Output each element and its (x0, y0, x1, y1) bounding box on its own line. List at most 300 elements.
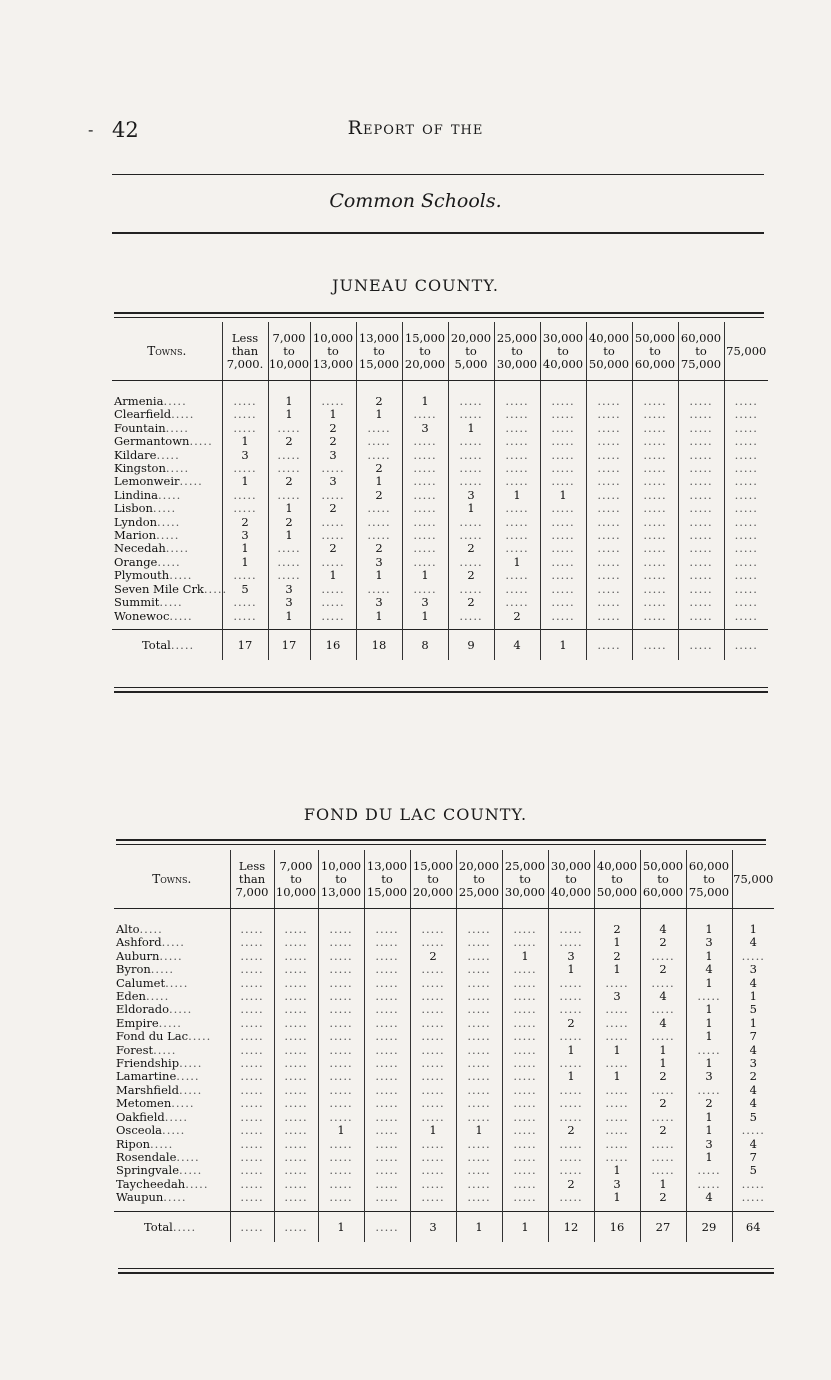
town-row-waupun (114, 1191, 774, 1204)
count-cell: 1 (594, 936, 640, 949)
juneau-county-table (112, 322, 768, 660)
count-cell: ..... (502, 1111, 548, 1124)
count-cell: ..... (494, 408, 540, 421)
range-column-header: 40,000 to 50,000 (586, 322, 632, 381)
town-name (114, 1084, 230, 1097)
count-cell: ..... (540, 556, 586, 569)
count-cell: ..... (640, 1164, 686, 1177)
range-column-header: 10,000 to 13,000 (310, 322, 356, 381)
town-row-fountain (112, 422, 768, 435)
count-cell: 1 (686, 977, 732, 990)
count-cell: ..... (364, 923, 410, 936)
count-cell: ..... (356, 516, 402, 529)
count-cell: ..... (364, 1003, 410, 1016)
count-cell: 1 (356, 408, 402, 421)
count-cell: ..... (268, 569, 310, 582)
count-cell: ..... (724, 583, 768, 596)
count-cell: ..... (548, 1151, 594, 1164)
count-cell: ..... (494, 395, 540, 408)
town-row-metomen (114, 1097, 774, 1110)
count-cell: ..... (230, 1017, 274, 1030)
count-cell: ..... (274, 1164, 318, 1177)
count-cell: ..... (230, 990, 274, 1003)
leader-dots: ..... (171, 407, 195, 422)
count-cell: ..... (402, 462, 448, 475)
leader-dots: ..... (163, 1190, 187, 1205)
count-cell: ..... (318, 1003, 364, 1016)
count-cell: ..... (632, 583, 678, 596)
leader-dots: ..... (162, 1123, 186, 1138)
count-cell: ..... (456, 1164, 502, 1177)
count-cell: ..... (356, 435, 402, 448)
count-cell: ..... (586, 408, 632, 421)
count-cell: ..... (364, 1178, 410, 1191)
count-cell: ..... (274, 1097, 318, 1110)
count-cell: ..... (502, 963, 548, 976)
total-cell: 3 (410, 1211, 456, 1242)
count-cell: 1 (402, 395, 448, 408)
count-cell: ..... (502, 1178, 548, 1191)
range-column-header: Less than 7,000. (222, 322, 268, 381)
count-cell: ..... (640, 1084, 686, 1097)
spacer-cell (410, 909, 456, 924)
total-cell: ..... (678, 629, 724, 660)
count-cell: ..... (632, 569, 678, 582)
town-label: Oakfield (116, 1109, 165, 1124)
count-cell: ..... (586, 556, 632, 569)
count-cell: ..... (318, 1070, 364, 1083)
count-cell: ..... (632, 556, 678, 569)
count-cell: ..... (410, 1017, 456, 1030)
count-cell: ..... (586, 395, 632, 408)
count-cell: ..... (640, 950, 686, 963)
count-cell: ..... (230, 950, 274, 963)
count-cell: ..... (594, 1017, 640, 1030)
count-cell: ..... (632, 462, 678, 475)
spacer-cell (356, 381, 402, 396)
count-cell: ..... (632, 516, 678, 529)
town-label: Clearfield (114, 407, 172, 422)
count-cell: 4 (686, 1191, 732, 1204)
count-cell: 1 (222, 475, 268, 488)
town-row-kildare (112, 449, 768, 462)
header-rule (112, 174, 764, 175)
count-cell: 3 (448, 489, 494, 502)
count-cell: ..... (640, 1138, 686, 1151)
count-cell: 1 (686, 1057, 732, 1070)
town-row-alto (114, 923, 774, 936)
count-cell: ..... (686, 1084, 732, 1097)
count-cell: 1 (402, 610, 448, 623)
count-cell: 1 (732, 990, 774, 1003)
count-cell: ..... (410, 1138, 456, 1151)
count-cell: ..... (222, 569, 268, 582)
count-cell: ..... (230, 1084, 274, 1097)
town-name (112, 462, 222, 475)
town-row-plymouth (112, 569, 768, 582)
count-cell: 1 (594, 1164, 640, 1177)
fdl-bottom-rule (118, 1272, 774, 1274)
range-column-header: 30,000 to 40,000 (540, 322, 586, 381)
count-cell: ..... (640, 977, 686, 990)
count-cell: ..... (268, 542, 310, 555)
count-cell: ..... (230, 1030, 274, 1043)
count-cell: ..... (456, 1191, 502, 1204)
town-name (114, 950, 230, 963)
count-cell: ..... (640, 1030, 686, 1043)
count-cell: ..... (448, 583, 494, 596)
count-cell: 1 (594, 1044, 640, 1057)
count-cell: 4 (732, 1138, 774, 1151)
count-cell: ..... (502, 1138, 548, 1151)
count-cell: ..... (724, 569, 768, 582)
count-cell: 3 (310, 449, 356, 462)
count-cell: ..... (724, 596, 768, 609)
count-cell: ..... (594, 1003, 640, 1016)
town-label: Auburn (116, 948, 160, 963)
count-cell: ..... (364, 1017, 410, 1030)
spacer-cell (114, 909, 230, 924)
town-name (114, 1178, 230, 1191)
count-cell: 2 (640, 1124, 686, 1137)
count-cell: ..... (310, 489, 356, 502)
spacer-row (112, 381, 768, 396)
town-label: Seven Mile Crk (114, 581, 204, 596)
count-cell: ..... (724, 449, 768, 462)
spacer-cell (686, 909, 732, 924)
leader-dots: ..... (169, 568, 193, 583)
spacer-cell (456, 909, 502, 924)
town-row-lamartine (114, 1070, 774, 1083)
count-cell: 1 (222, 542, 268, 555)
town-label: Germantown (114, 434, 190, 449)
count-cell: ..... (540, 502, 586, 515)
count-cell: ..... (632, 529, 678, 542)
count-cell: ..... (364, 1151, 410, 1164)
count-cell: ..... (456, 990, 502, 1003)
count-cell: ..... (548, 1111, 594, 1124)
count-cell: ..... (318, 1084, 364, 1097)
count-cell: ..... (318, 923, 364, 936)
count-cell: ..... (448, 516, 494, 529)
town-label: Waupun (116, 1190, 164, 1205)
town-name (114, 1138, 230, 1151)
count-cell: ..... (410, 1084, 456, 1097)
count-cell: ..... (732, 950, 774, 963)
fdl-bottom-rule-thin (118, 1268, 774, 1269)
town-row-marshfield (114, 1084, 774, 1097)
count-cell: ..... (456, 977, 502, 990)
count-cell: 1 (502, 950, 548, 963)
count-cell: ..... (230, 977, 274, 990)
count-cell: ..... (402, 529, 448, 542)
town-row-necedah (112, 542, 768, 555)
count-cell: ..... (448, 475, 494, 488)
total-cell: 16 (310, 629, 356, 660)
count-cell: ..... (310, 596, 356, 609)
count-cell: 2 (356, 489, 402, 502)
count-cell: 1 (268, 529, 310, 542)
town-name (112, 569, 222, 582)
town-row-friendship (114, 1057, 774, 1070)
town-label: Friendship (116, 1056, 180, 1071)
leader-dots: ..... (159, 948, 183, 963)
count-cell: ..... (540, 596, 586, 609)
town-name (112, 502, 222, 515)
count-cell: ..... (402, 542, 448, 555)
total-cell: 17 (222, 629, 268, 660)
total-cell: 1 (318, 1211, 364, 1242)
count-cell: 5 (732, 1111, 774, 1124)
town-name (114, 1151, 230, 1164)
count-cell: ..... (230, 1164, 274, 1177)
count-cell: 1 (222, 435, 268, 448)
count-cell: ..... (594, 1030, 640, 1043)
count-cell: ..... (678, 542, 724, 555)
count-cell: ..... (402, 516, 448, 529)
town-row-marion (112, 529, 768, 542)
town-label: Springvale (116, 1163, 180, 1178)
count-cell: ..... (402, 435, 448, 448)
spacer-cell (402, 381, 448, 396)
count-cell: ..... (364, 950, 410, 963)
count-cell: ..... (318, 1178, 364, 1191)
count-cell: ..... (502, 1044, 548, 1057)
spacer-cell (548, 909, 594, 924)
count-cell: 4 (732, 1044, 774, 1057)
town-name (114, 1017, 230, 1030)
town-row-fond-du-lac (114, 1030, 774, 1043)
total-cell: ..... (274, 1211, 318, 1242)
range-column-header: 40,000 to 50,000 (594, 850, 640, 909)
count-cell: ..... (310, 556, 356, 569)
town-label: Plymouth (114, 568, 170, 583)
count-cell: ..... (678, 435, 724, 448)
count-cell: 3 (686, 1138, 732, 1151)
count-cell: 1 (594, 1191, 640, 1204)
count-cell: ..... (230, 963, 274, 976)
count-cell: 3 (402, 596, 448, 609)
count-cell: ..... (502, 990, 548, 1003)
town-label: Eden (116, 989, 146, 1004)
count-cell: 2 (268, 435, 310, 448)
count-cell: ..... (540, 516, 586, 529)
count-cell: ..... (402, 408, 448, 421)
total-cell: 17 (268, 629, 310, 660)
count-cell: ..... (632, 489, 678, 502)
count-cell: ..... (494, 569, 540, 582)
count-cell: 3 (732, 963, 774, 976)
range-column-header: 7,000 to 10,000 (268, 322, 310, 381)
town-row-wonewoc (112, 610, 768, 623)
count-cell: ..... (356, 529, 402, 542)
page-number: 42 (112, 118, 139, 142)
count-cell: ..... (586, 489, 632, 502)
town-label: Byron (116, 962, 151, 977)
count-cell: ..... (494, 462, 540, 475)
count-cell: 1 (494, 556, 540, 569)
count-cell: 2 (640, 936, 686, 949)
count-cell: ..... (632, 422, 678, 435)
count-cell: ..... (318, 1057, 364, 1070)
count-cell: ..... (724, 475, 768, 488)
town-name (114, 1070, 230, 1083)
count-cell: ..... (594, 1057, 640, 1070)
count-cell: ..... (222, 395, 268, 408)
count-cell: ..... (632, 408, 678, 421)
count-cell: ..... (456, 1044, 502, 1057)
count-cell: ..... (356, 583, 402, 596)
count-cell: 3 (732, 1057, 774, 1070)
count-cell: 1 (356, 610, 402, 623)
count-cell: 1 (594, 963, 640, 976)
count-cell: ..... (586, 542, 632, 555)
count-cell: ..... (364, 1057, 410, 1070)
count-cell: ..... (410, 936, 456, 949)
count-cell: 4 (640, 1017, 686, 1030)
town-name (114, 1003, 230, 1016)
count-cell: 1 (640, 1057, 686, 1070)
count-cell: ..... (678, 489, 724, 502)
range-column-header: 30,000 to 40,000 (548, 850, 594, 909)
count-cell: ..... (494, 502, 540, 515)
count-cell: ..... (402, 475, 448, 488)
town-row-oakfield (114, 1111, 774, 1124)
count-cell: ..... (456, 1057, 502, 1070)
count-cell: ..... (632, 449, 678, 462)
count-cell: ..... (548, 1057, 594, 1070)
count-cell: 2 (640, 963, 686, 976)
leader-dots: ..... (157, 514, 181, 529)
count-cell: ..... (686, 1044, 732, 1057)
town-row-empire (114, 1017, 774, 1030)
count-cell: ..... (640, 1003, 686, 1016)
leader-dots: ..... (172, 1219, 197, 1234)
total-cell: 27 (640, 1211, 686, 1242)
count-cell: 2 (310, 542, 356, 555)
range-column-header: 15,000 to 20,000 (402, 322, 448, 381)
town-name (112, 489, 222, 502)
count-cell: ..... (502, 1164, 548, 1177)
count-cell: 2 (732, 1070, 774, 1083)
count-cell: 2 (448, 596, 494, 609)
count-cell: ..... (230, 923, 274, 936)
count-cell: ..... (724, 542, 768, 555)
count-cell: ..... (410, 1030, 456, 1043)
total-cell: 1 (456, 1211, 502, 1242)
count-cell: ..... (456, 1084, 502, 1097)
leader-dots: ..... (188, 1029, 212, 1044)
count-cell: ..... (632, 610, 678, 623)
leader-dots: ..... (158, 487, 182, 502)
count-cell: 1 (686, 1017, 732, 1030)
leader-dots: ..... (165, 420, 189, 435)
count-cell: 3 (594, 1178, 640, 1191)
count-cell: 2 (268, 475, 310, 488)
count-cell: ..... (586, 462, 632, 475)
count-cell: ..... (632, 395, 678, 408)
count-cell: 1 (310, 408, 356, 421)
count-cell: 1 (268, 395, 310, 408)
count-cell: ..... (364, 1097, 410, 1110)
count-cell: ..... (410, 1191, 456, 1204)
count-cell: ..... (448, 556, 494, 569)
count-cell: ..... (364, 1084, 410, 1097)
count-cell: ..... (310, 395, 356, 408)
count-cell: ..... (310, 610, 356, 623)
count-cell: ..... (586, 610, 632, 623)
count-cell: ..... (230, 1191, 274, 1204)
count-cell: 3 (268, 583, 310, 596)
count-cell: ..... (274, 936, 318, 949)
leader-dots: ..... (163, 394, 187, 408)
leader-dots: ..... (179, 474, 203, 489)
total-cell: 1 (540, 629, 586, 660)
count-cell: 3 (356, 556, 402, 569)
fdl-top-rule (116, 839, 766, 841)
count-cell: ..... (230, 1138, 274, 1151)
count-cell: ..... (274, 1044, 318, 1057)
town-name (114, 1164, 230, 1177)
count-cell: 1 (268, 502, 310, 515)
count-cell: ..... (318, 950, 364, 963)
count-cell: 1 (594, 1070, 640, 1083)
count-cell: ..... (448, 529, 494, 542)
count-cell: ..... (410, 1178, 456, 1191)
count-cell: ..... (594, 1111, 640, 1124)
total-cell: ..... (632, 629, 678, 660)
count-cell: ..... (586, 502, 632, 515)
count-cell: ..... (364, 1030, 410, 1043)
count-cell: ..... (548, 1164, 594, 1177)
total-label (112, 629, 222, 660)
count-cell: 2 (310, 435, 356, 448)
range-column-header: 50,000 to 60,000 (632, 322, 678, 381)
count-cell: 1 (548, 963, 594, 976)
total-cell: 64 (732, 1211, 774, 1242)
town-row-lemonweir (112, 475, 768, 488)
count-cell: ..... (456, 1151, 502, 1164)
count-cell: ..... (494, 596, 540, 609)
count-cell: 1 (268, 610, 310, 623)
town-name (114, 977, 230, 990)
count-cell: ..... (318, 1017, 364, 1030)
count-cell: ..... (274, 1111, 318, 1124)
count-cell: ..... (678, 462, 724, 475)
count-cell: ..... (502, 1151, 548, 1164)
total-row (112, 629, 768, 660)
town-name (114, 1044, 230, 1057)
count-cell: ..... (678, 610, 724, 623)
leader-dots: ..... (169, 608, 193, 623)
count-cell: ..... (586, 435, 632, 448)
count-cell: ..... (318, 1191, 364, 1204)
range-column-header: 20,000 to 25,000 (456, 850, 502, 909)
count-cell: ..... (456, 1097, 502, 1110)
count-cell: ..... (494, 529, 540, 542)
header-row (112, 322, 768, 381)
count-cell: 1 (548, 1044, 594, 1057)
count-cell: 4 (732, 1084, 774, 1097)
leader-dots: ..... (153, 1042, 177, 1057)
count-cell: ..... (230, 1097, 274, 1110)
town-row-ashford (114, 936, 774, 949)
count-cell: ..... (410, 1151, 456, 1164)
spacer-cell (274, 909, 318, 924)
count-cell: ..... (540, 449, 586, 462)
town-row-summit (112, 596, 768, 609)
juneau-county-title: JUNEAU COUNTY. (332, 276, 499, 295)
